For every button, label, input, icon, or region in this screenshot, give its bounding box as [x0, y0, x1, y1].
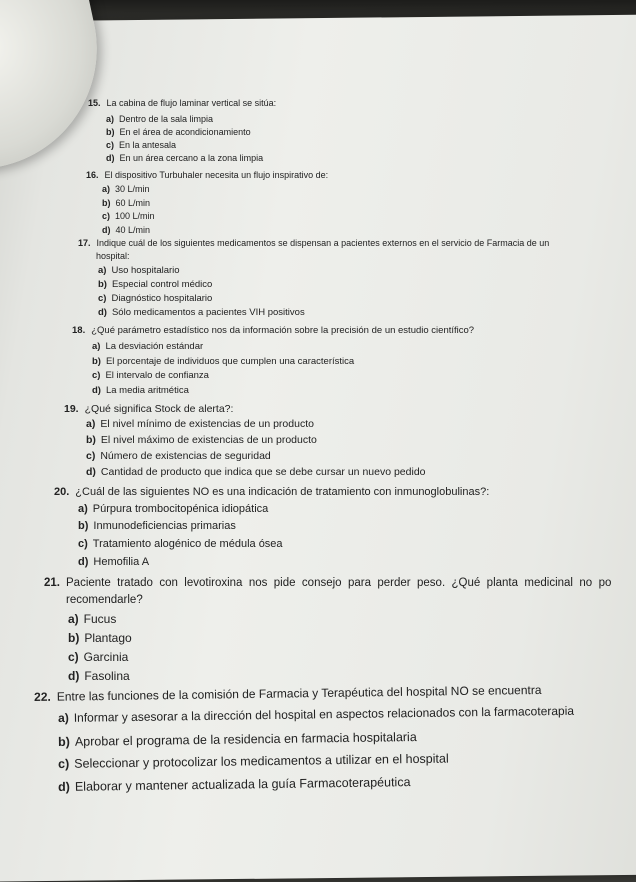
- question-20-option-d: [78, 556, 149, 568]
- question-15-option-a: [106, 114, 213, 124]
- text-label: La cabina de flujo laminar vertical se sitúa:: [106, 98, 277, 108]
- option-letter: a): [86, 418, 96, 430]
- question-18: [72, 325, 474, 336]
- question-number: 16.: [86, 170, 99, 180]
- question-19: [64, 403, 233, 415]
- text-label: Cantidad de producto que indica que se debe cursar un nuevo pedido: [100, 466, 426, 478]
- text-label: En el área de acondicionamiento: [119, 127, 251, 137]
- text-label: Especial control médico: [111, 279, 213, 290]
- option-letter: b): [98, 279, 107, 290]
- question-number: 20.: [54, 486, 70, 498]
- text-label: hospital:: [96, 251, 130, 261]
- question-number: 18.: [72, 325, 86, 336]
- option-letter: a): [58, 710, 69, 725]
- option-letter: a): [92, 341, 101, 352]
- option-letter: b): [86, 434, 96, 446]
- question-22: [34, 683, 542, 704]
- question-22-option-b: [58, 730, 417, 749]
- text-label: Dentro de la sala limpia: [119, 114, 214, 124]
- text-label: 40 L/min: [115, 225, 151, 235]
- text-label: Fasolina: [84, 669, 130, 683]
- question-15-option-b: [106, 127, 251, 137]
- text-label: El intervalo de confianza: [105, 370, 209, 381]
- question-16-option-d: [102, 225, 150, 235]
- text-label: Aprobar el programa de la residencia en farmacia hospitalaria: [74, 729, 417, 749]
- question-21-option-a: [68, 612, 116, 626]
- text-label: 100 L/min: [115, 211, 155, 221]
- option-letter: a): [98, 265, 107, 276]
- option-letter: d): [106, 153, 115, 163]
- question-number: 22.: [34, 689, 51, 704]
- text-label: Plantago: [84, 631, 132, 645]
- question-19-option-d: [86, 466, 426, 478]
- question-17-option-d: [98, 307, 305, 318]
- text-label: En la antesala: [119, 140, 177, 150]
- question-19-option-b: [86, 434, 317, 446]
- option-letter: a): [106, 114, 115, 124]
- text-label: Entre las funciones de la comisión de Farmacia y Terapéutica del hospital NO se encuentra: [56, 682, 542, 704]
- option-letter: b): [92, 356, 101, 367]
- question-17: [78, 238, 549, 248]
- question-21-continuation: [66, 594, 143, 606]
- question-17-option-c: [98, 293, 212, 304]
- text-label: Seleccionar y protocolizar los medicamentos a utilizar en el hospital: [74, 751, 449, 771]
- text-label: La desviación estándar: [105, 341, 204, 352]
- text-label: El nivel máximo de existencias de un producto: [100, 434, 317, 446]
- question-22-option-a: [58, 704, 574, 725]
- text-label: Sólo medicamentos a pacientes VIH positivos: [111, 307, 305, 318]
- option-letter: d): [98, 307, 107, 318]
- question-21-option-c: [68, 650, 128, 664]
- option-letter: c): [68, 650, 79, 664]
- question-16-option-a: [102, 184, 150, 194]
- option-letter: d): [68, 669, 80, 683]
- question-17-option-a: [98, 265, 180, 276]
- option-letter: c): [98, 293, 107, 304]
- question-16-option-c: [102, 211, 155, 221]
- option-letter: d): [78, 556, 89, 568]
- question-18-option-b: [92, 356, 354, 367]
- text-label: Tratamiento alogénico de médula ósea: [92, 538, 283, 550]
- question-18-option-c: [92, 370, 209, 381]
- question-19-option-a: [86, 418, 314, 430]
- question-17-continuation: [96, 251, 130, 261]
- option-letter: c): [86, 450, 96, 462]
- text-label: Número de existencias de seguridad: [100, 450, 271, 462]
- option-letter: a): [68, 612, 79, 626]
- question-22-option-d: [58, 775, 411, 794]
- option-letter: b): [102, 198, 111, 208]
- text-label: 30 L/min: [115, 184, 150, 194]
- question-20-option-a: [78, 503, 268, 515]
- question-16: [86, 170, 328, 180]
- question-number: 15.: [88, 98, 101, 108]
- option-letter: c): [102, 211, 111, 221]
- text-label: Garcinia: [83, 650, 129, 664]
- text-label: El porcentaje de individuos que cumplen una característica: [105, 356, 355, 367]
- question-15-option-c: [106, 140, 176, 150]
- option-letter: a): [78, 503, 88, 515]
- option-letter: a): [102, 184, 111, 194]
- option-letter: b): [106, 127, 115, 137]
- option-letter: d): [58, 779, 71, 794]
- text-label: En un área cercano a la zona limpia: [119, 153, 264, 163]
- question-number: 21.: [44, 577, 60, 589]
- question-21-option-b: [68, 631, 132, 645]
- question-17-option-b: [98, 279, 212, 290]
- text-label: El dispositivo Turbuhaler necesita un flujo inspirativo de:: [104, 170, 329, 180]
- question-18-option-d: [92, 385, 189, 396]
- question-22-option-c: [58, 752, 449, 771]
- question-21: [44, 577, 611, 589]
- option-letter: c): [78, 538, 88, 550]
- text-label: Informar y asesorar a la dirección del hospital en aspectos relacionados con la farmacoterapia: [73, 703, 575, 725]
- question-20-option-b: [78, 520, 236, 532]
- option-letter: b): [68, 631, 80, 645]
- text-label: recomendarle?: [66, 594, 143, 606]
- text-label: Diagnóstico hospitalario: [111, 293, 213, 304]
- option-letter: d): [92, 385, 101, 396]
- option-letter: c): [92, 370, 101, 381]
- question-21-option-d: [68, 669, 130, 683]
- text-label: Hemofilia A: [93, 556, 150, 568]
- question-20: [54, 486, 489, 498]
- text-label: ¿Qué parámetro estadístico nos da información sobre la precisión de un estudio científico?: [91, 325, 475, 336]
- question-20-option-c: [78, 538, 283, 550]
- text-label: ¿Qué significa Stock de alerta?:: [84, 403, 234, 415]
- question-15-option-d: [106, 153, 263, 163]
- text-label: Uso hospitalario: [111, 265, 180, 276]
- option-letter: d): [86, 466, 96, 478]
- text-label: La media aritmética: [105, 385, 189, 396]
- text-label: Púrpura trombocitopénica idiopática: [92, 503, 269, 515]
- question-16-option-b: [102, 198, 150, 208]
- option-letter: c): [106, 140, 115, 150]
- question-18-option-a: [92, 341, 203, 352]
- text-label: Inmunodeficiencias primarias: [93, 520, 236, 532]
- option-letter: b): [78, 520, 89, 532]
- text-label: Elaborar y mantener actualizada la guía Farmacoterapéutica: [74, 775, 411, 794]
- text-label: ¿Cuál de las siguientes NO es una indicación de tratamiento con inmunoglobulinas?:: [75, 486, 490, 498]
- option-letter: c): [58, 756, 70, 771]
- option-letter: d): [102, 225, 111, 235]
- question-number: 17.: [78, 238, 91, 248]
- text-label: Fucus: [83, 612, 117, 626]
- text-label: 60 L/min: [115, 198, 151, 208]
- text-label: Indique cuál de los siguientes medicamentos se dispensan a pacientes externos en el servicio de Farmacia de un: [96, 238, 550, 248]
- question-15: [88, 98, 276, 108]
- text-label: Paciente tratado con levotiroxina nos pide consejo para perder peso. ¿Qué planta medicinal no po: [66, 577, 612, 589]
- text-label: El nivel mínimo de existencias de un producto: [100, 418, 314, 430]
- option-letter: b): [58, 734, 71, 749]
- question-19-option-c: [86, 450, 271, 462]
- question-number: 19.: [64, 403, 79, 415]
